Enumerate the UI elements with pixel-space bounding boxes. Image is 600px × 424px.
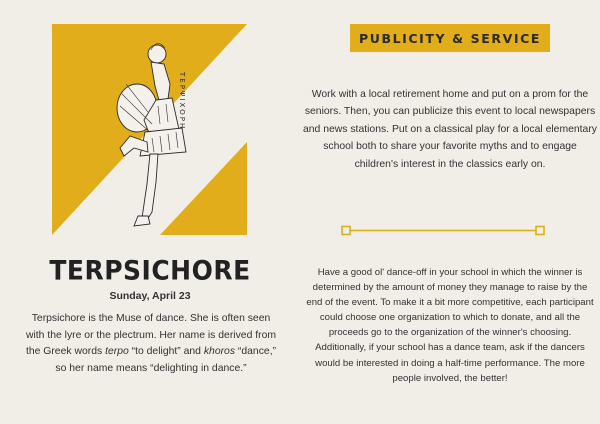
description-text: the Greek words — [25, 346, 106, 357]
muse-name: TERPSICHORE — [49, 255, 251, 286]
greek-word-terpo: terpo — [105, 346, 129, 357]
muse-illustration — [52, 24, 247, 235]
illustration-caption: TEPΨIΧOPH — [178, 72, 186, 131]
description-text: “dance,” — [235, 346, 277, 357]
section-heading: PUBLICITY & SERVICE — [358, 30, 542, 46]
section-heading-badge — [350, 24, 550, 52]
publicity-paragraph: Work with a local retirement home and put on a prom for the seniors. Then, you can publicize this event to local newspapers and news stations. Put on a classical play for a local elementary school both to share your favorite myths and to engage children's interest in the classics early on. — [303, 89, 597, 170]
description-line: with the lyre or the plectrum. Her name is derived from — [25, 329, 277, 341]
greek-word-khoros: khoros — [203, 346, 236, 357]
dancing-muse-icon — [52, 24, 247, 235]
description-line — [6, 344, 296, 361]
ornamental-divider — [341, 225, 545, 237]
description-line: Terpsichore is the Muse of dance. She is often seen — [31, 313, 271, 324]
service-paragraph: Have a good ol' dance-off in your school in which the winner is determined by the amount of money they manage to raise by the end of the event. To make it a bit more competitive, each participant could choose one organization to which to donate, and all the proceeds go to the organization of the winner's choosing. Additionally, if your school has a dance team, ask if the dancers would be interested in doing a half-time performance. The more people involved, the better! — [306, 267, 594, 384]
description-line: so her name means “delighting in dance.” — [55, 362, 247, 374]
muse-description — [6, 311, 296, 377]
description-text: “to delight” and — [128, 346, 204, 357]
event-date: Sunday, April 23 — [109, 290, 191, 302]
